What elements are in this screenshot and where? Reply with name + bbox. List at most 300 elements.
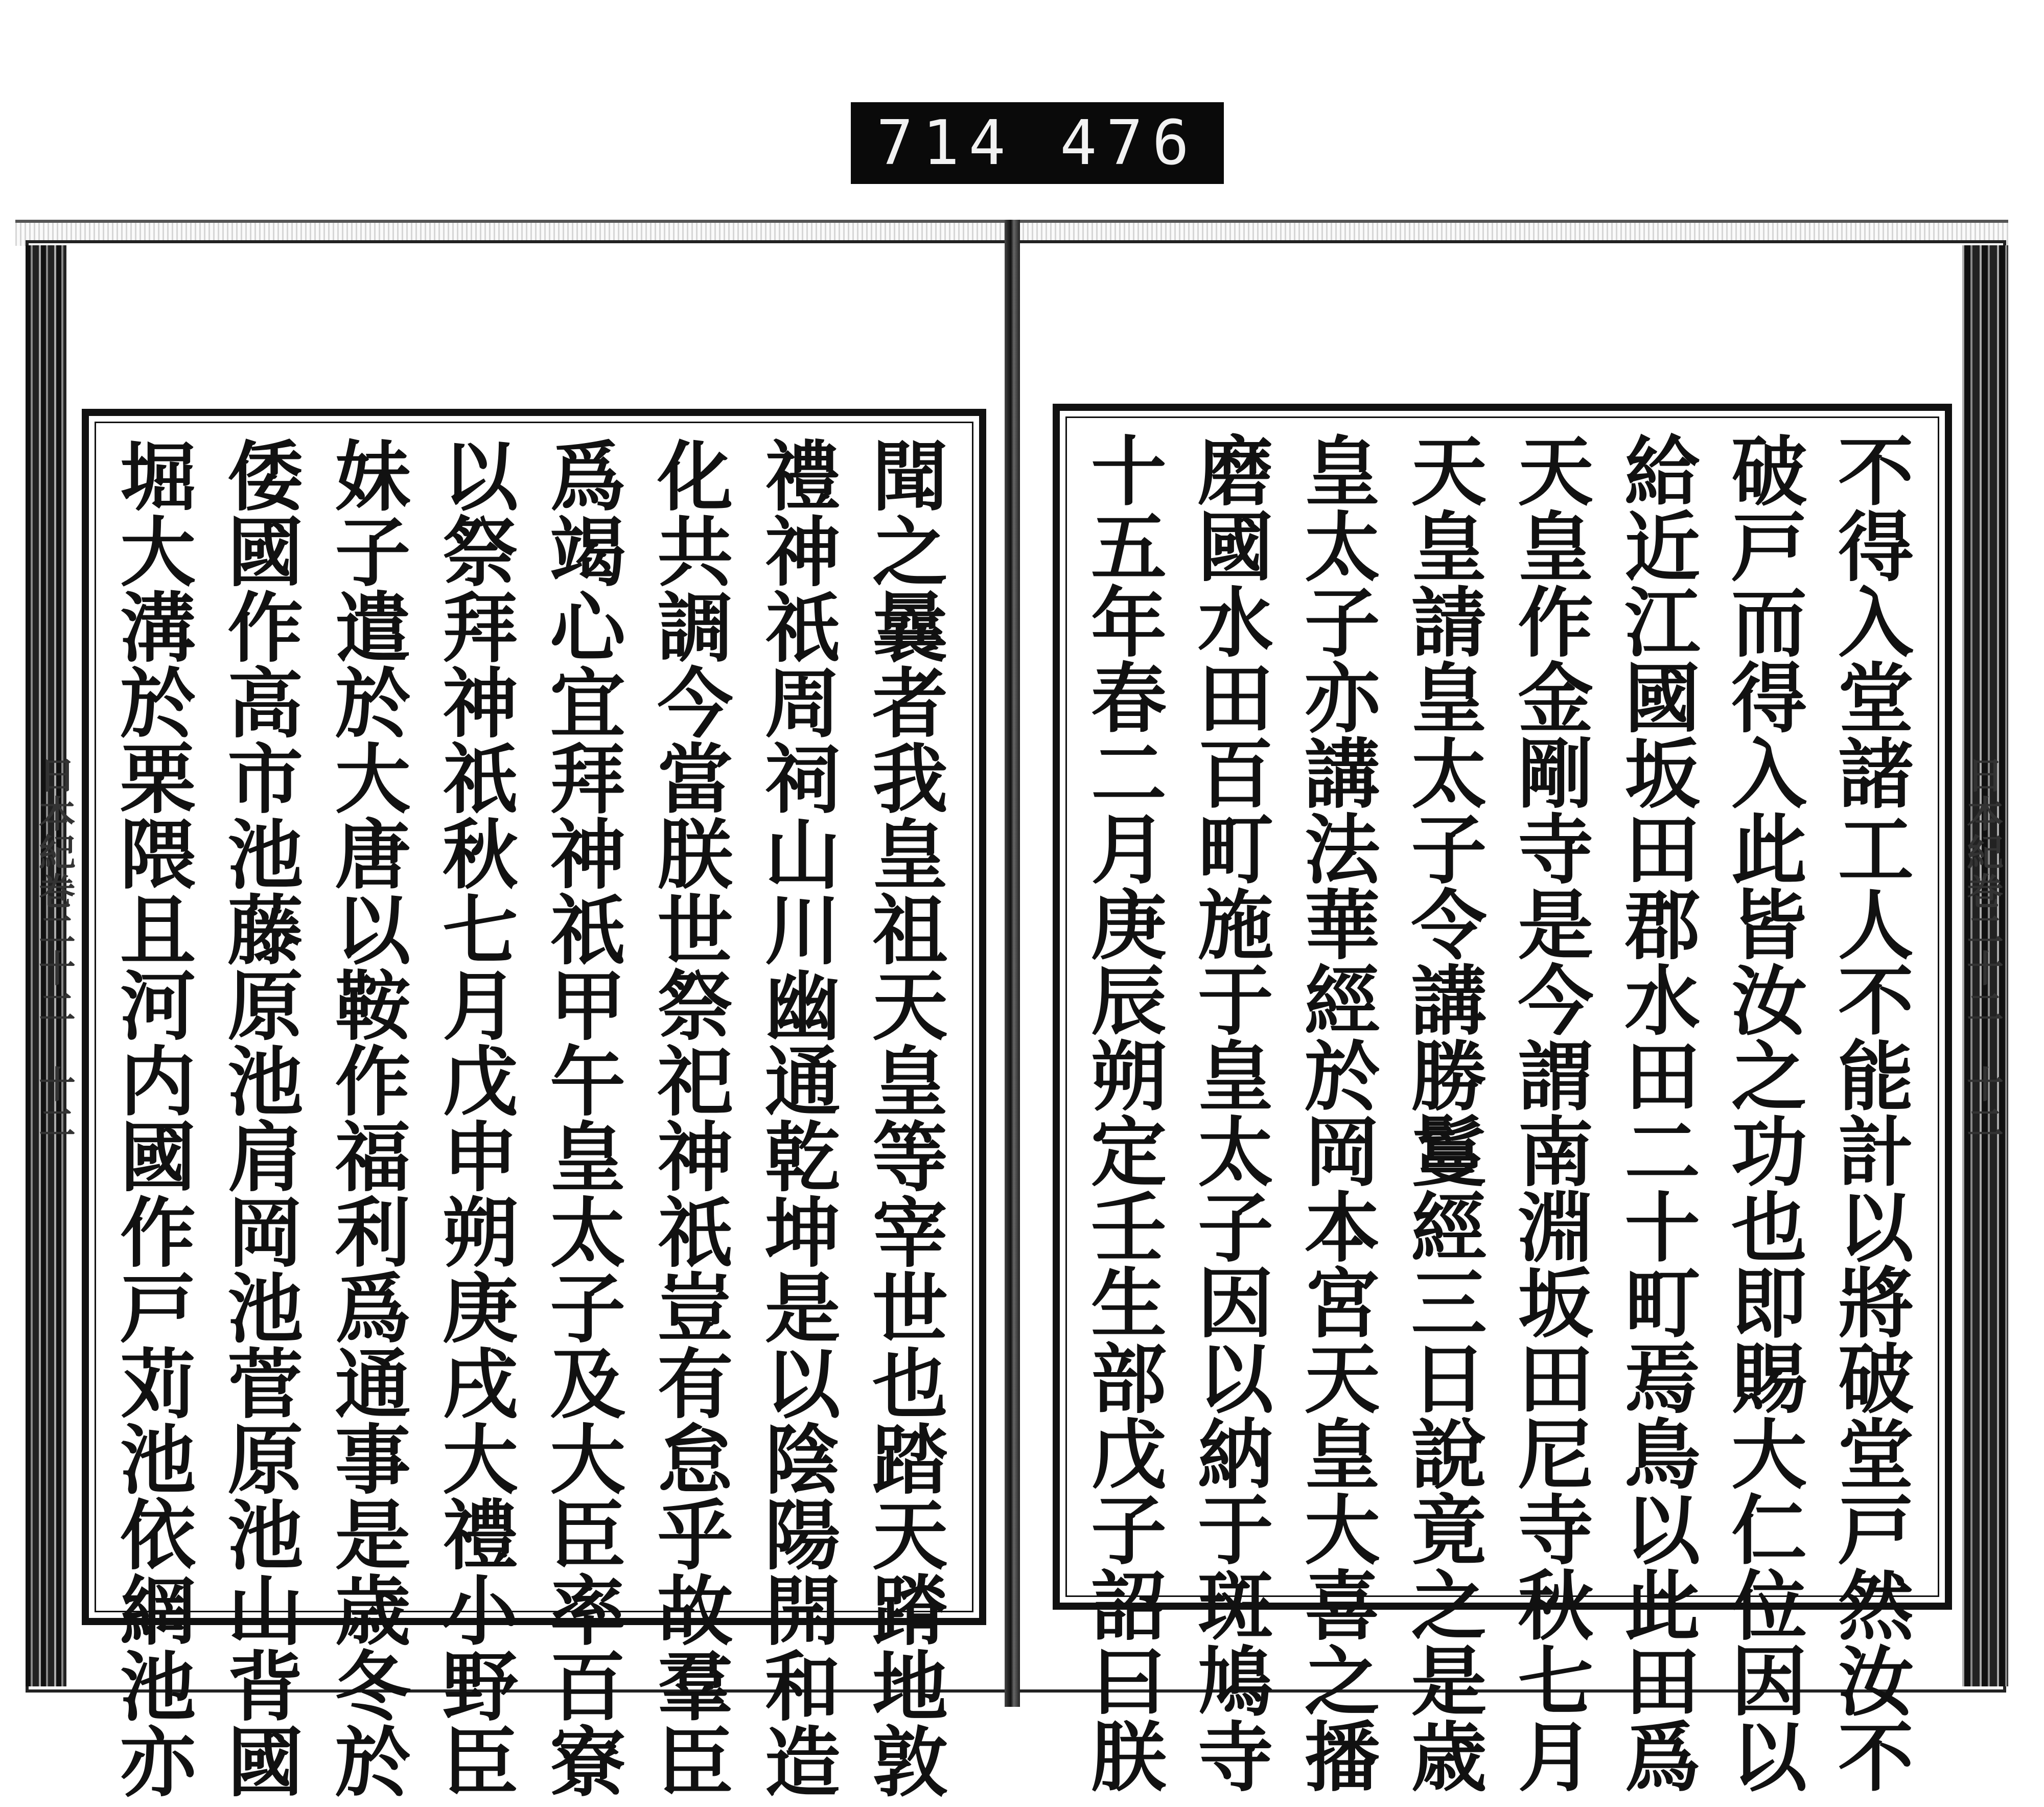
character: 鬘 bbox=[1411, 1108, 1487, 1197]
character: 陽 bbox=[764, 1491, 841, 1580]
character: 是 bbox=[335, 1491, 411, 1580]
character: 網 bbox=[120, 1567, 196, 1656]
character: 以 bbox=[1731, 1713, 1807, 1802]
character: 戊 bbox=[1091, 1410, 1167, 1499]
character: 戸 bbox=[1838, 1486, 1914, 1575]
character: 溝 bbox=[120, 584, 196, 673]
character: 申 bbox=[442, 1113, 518, 1202]
character: 岡 bbox=[227, 1189, 304, 1278]
character: 太 bbox=[1411, 730, 1487, 819]
character: 作 bbox=[120, 1189, 196, 1278]
character: 生 bbox=[1091, 1259, 1167, 1348]
character: 臣 bbox=[657, 1718, 733, 1807]
character: 神 bbox=[657, 1113, 733, 1202]
character: 磨 bbox=[1197, 427, 1273, 516]
character: 大 bbox=[335, 735, 411, 824]
character: 位 bbox=[1731, 1562, 1807, 1651]
character: 焉 bbox=[1624, 1335, 1701, 1424]
character: 苅 bbox=[120, 1340, 196, 1429]
character: 斑 bbox=[1197, 1562, 1273, 1651]
character: 鞍 bbox=[335, 962, 411, 1051]
character: 二 bbox=[1091, 730, 1167, 819]
book-spine bbox=[1005, 220, 1020, 1707]
character: 二 bbox=[38, 985, 76, 1029]
text-column bbox=[867, 432, 954, 1807]
character: 子 bbox=[550, 1264, 626, 1353]
character: 朔 bbox=[442, 1189, 518, 1278]
character: 大 bbox=[1304, 1486, 1380, 1575]
character: 竟 bbox=[1411, 1486, 1487, 1575]
character: 堂 bbox=[1838, 1410, 1914, 1499]
character: 以 bbox=[1624, 1486, 1701, 1575]
character: 辰 bbox=[1091, 957, 1167, 1046]
character: 子 bbox=[1304, 578, 1380, 667]
character: 天 bbox=[872, 962, 948, 1051]
character: 隈 bbox=[120, 810, 196, 899]
character: 神 bbox=[550, 810, 626, 899]
character: 七 bbox=[1518, 1637, 1594, 1726]
character: 町 bbox=[1624, 1259, 1701, 1348]
character: 拜 bbox=[550, 735, 626, 824]
character: 坤 bbox=[764, 1189, 841, 1278]
character: 亦 bbox=[1304, 654, 1380, 743]
character bbox=[39, 1027, 76, 1065]
character: 以 bbox=[1197, 1335, 1273, 1424]
character: 甲 bbox=[550, 962, 626, 1051]
character: 造 bbox=[764, 1718, 841, 1807]
character: 是 bbox=[764, 1264, 841, 1353]
text-column bbox=[759, 432, 846, 1807]
character: 法 bbox=[1304, 805, 1380, 894]
character: 給 bbox=[1624, 427, 1701, 516]
character: 日 bbox=[38, 754, 76, 797]
character: 蹐 bbox=[872, 1567, 948, 1656]
character: 禮 bbox=[764, 432, 841, 521]
character: 皇 bbox=[1197, 1032, 1273, 1121]
character: 作 bbox=[335, 1037, 411, 1126]
character: 池 bbox=[227, 1491, 304, 1580]
text-column bbox=[1192, 427, 1279, 1802]
character: 大 bbox=[550, 1416, 626, 1504]
character: 破 bbox=[1731, 427, 1807, 516]
text-column bbox=[222, 432, 309, 1807]
character: 者 bbox=[872, 659, 948, 748]
character: 淵 bbox=[1518, 1184, 1594, 1272]
text-column bbox=[544, 432, 631, 1807]
character: 唐 bbox=[335, 810, 411, 899]
character: 大 bbox=[1731, 1410, 1807, 1499]
character: 三 bbox=[1411, 1259, 1487, 1348]
character: 庚 bbox=[1091, 881, 1167, 970]
character: 國 bbox=[120, 1113, 196, 1202]
character: 祇 bbox=[657, 1189, 733, 1278]
character: 宰 bbox=[872, 1189, 948, 1278]
character: 祇 bbox=[550, 886, 626, 975]
character: 秋 bbox=[442, 810, 518, 899]
character: 開 bbox=[764, 1567, 841, 1656]
character: 功 bbox=[1731, 1108, 1807, 1197]
character: 定 bbox=[1091, 1108, 1167, 1197]
character: 田 bbox=[1518, 1335, 1594, 1424]
character: 祭 bbox=[442, 508, 518, 597]
character: 本 bbox=[1966, 792, 2004, 836]
character: 天 bbox=[1518, 427, 1594, 516]
left-text-columns bbox=[114, 432, 954, 1807]
character: 然 bbox=[1838, 1562, 1914, 1651]
character: 謂 bbox=[1518, 1032, 1594, 1121]
character: 皆 bbox=[1731, 881, 1807, 970]
character: 二 bbox=[1624, 1108, 1701, 1197]
character: 皇 bbox=[872, 810, 948, 899]
character: 子 bbox=[1091, 1486, 1167, 1575]
character: 寺 bbox=[1197, 1713, 1273, 1802]
character: 剛 bbox=[1518, 730, 1594, 819]
character: 皇 bbox=[1518, 503, 1594, 592]
character: 破 bbox=[1838, 1335, 1914, 1424]
character: 及 bbox=[550, 1340, 626, 1429]
right-text-frame bbox=[1053, 404, 1952, 1802]
character: 川 bbox=[764, 886, 841, 975]
character: 計 bbox=[1838, 1108, 1914, 1197]
character: 爲 bbox=[335, 1264, 411, 1353]
character: 戊 bbox=[442, 1037, 518, 1126]
character: 而 bbox=[1731, 578, 1807, 667]
character: 也 bbox=[1731, 1184, 1807, 1272]
character: 亦 bbox=[120, 1718, 196, 1807]
character: 不 bbox=[1838, 957, 1914, 1046]
character: 月 bbox=[1091, 805, 1167, 894]
character: 國 bbox=[1624, 654, 1701, 743]
character: 十 bbox=[1624, 1184, 1701, 1272]
character: 於 bbox=[335, 659, 411, 748]
character: 栗 bbox=[120, 735, 196, 824]
character: 戸 bbox=[1731, 503, 1807, 592]
character: 作 bbox=[227, 584, 304, 673]
character: 喜 bbox=[1304, 1562, 1380, 1651]
character: 子 bbox=[335, 508, 411, 597]
character: 共 bbox=[657, 508, 733, 597]
character: 水 bbox=[1624, 957, 1701, 1046]
character: 祀 bbox=[657, 1037, 733, 1126]
character: 江 bbox=[1624, 578, 1701, 667]
character: 皇 bbox=[550, 1113, 626, 1202]
character: 化 bbox=[657, 432, 733, 521]
character: 敦 bbox=[872, 1718, 948, 1807]
character: 幽 bbox=[764, 962, 841, 1051]
character: 遣 bbox=[335, 584, 411, 673]
character: 二 bbox=[38, 908, 76, 952]
character: 日 bbox=[1411, 1335, 1487, 1424]
character: 月 bbox=[442, 962, 518, 1051]
character: 怠 bbox=[657, 1416, 733, 1504]
character: 庚 bbox=[442, 1264, 518, 1353]
character: 十 bbox=[38, 1062, 76, 1106]
character: 此 bbox=[1624, 1562, 1701, 1651]
character: 和 bbox=[764, 1642, 841, 1731]
character: 臣 bbox=[550, 1491, 626, 1580]
character: 百 bbox=[1197, 730, 1273, 819]
character: 皇 bbox=[872, 1037, 948, 1126]
character: 二 bbox=[1966, 985, 2004, 1029]
call-number-label bbox=[851, 102, 1224, 184]
character: 河 bbox=[120, 962, 196, 1051]
character: 壬 bbox=[1091, 1184, 1167, 1272]
character: 神 bbox=[764, 508, 841, 597]
character: 田 bbox=[1624, 805, 1701, 894]
character: 池 bbox=[227, 1037, 304, 1126]
character: 禮 bbox=[442, 1491, 518, 1580]
character: 經 bbox=[1411, 1184, 1487, 1272]
character: 祭 bbox=[657, 962, 733, 1051]
character: 五 bbox=[1091, 503, 1167, 592]
character: 不 bbox=[1838, 1713, 1914, 1802]
character: 乎 bbox=[657, 1491, 733, 1580]
character: 小 bbox=[442, 1567, 518, 1656]
character: 以 bbox=[442, 432, 518, 521]
character: 藤 bbox=[227, 886, 304, 975]
character: 不 bbox=[1838, 427, 1914, 516]
character: 池 bbox=[120, 1416, 196, 1504]
character: 等 bbox=[872, 1113, 948, 1202]
character: 故 bbox=[657, 1567, 733, 1656]
text-column bbox=[1085, 427, 1172, 1802]
character: 汝 bbox=[1838, 1637, 1914, 1726]
character: 南 bbox=[1518, 1108, 1594, 1197]
character: 大 bbox=[120, 508, 196, 597]
character: 山 bbox=[227, 1567, 304, 1656]
character: 十 bbox=[1966, 946, 2004, 990]
text-column bbox=[1832, 427, 1919, 1802]
character: 周 bbox=[764, 659, 841, 748]
character: 太 bbox=[1197, 1108, 1273, 1197]
character: 曰 bbox=[1091, 1637, 1167, 1726]
character: 勝 bbox=[1411, 1032, 1487, 1121]
character: 子 bbox=[1411, 805, 1487, 894]
character: 近 bbox=[1624, 503, 1701, 592]
character: 百 bbox=[550, 1642, 626, 1731]
character: 皇 bbox=[1411, 503, 1487, 592]
character: 郡 bbox=[1624, 881, 1701, 970]
character: 田 bbox=[1624, 1637, 1701, 1726]
character: 於 bbox=[120, 659, 196, 748]
character: 乾 bbox=[764, 1113, 841, 1202]
character: 天 bbox=[1411, 427, 1487, 516]
character: 鳥 bbox=[1624, 1410, 1701, 1499]
character: 之 bbox=[1411, 1562, 1487, 1651]
character: 于 bbox=[1197, 957, 1273, 1046]
character: 世 bbox=[872, 1264, 948, 1353]
character: 歳 bbox=[335, 1567, 411, 1656]
character: 背 bbox=[227, 1642, 304, 1731]
character: 曩 bbox=[872, 584, 948, 673]
character: 二 bbox=[38, 1101, 76, 1145]
character: 講 bbox=[1304, 730, 1380, 819]
character: 鳩 bbox=[1197, 1637, 1273, 1726]
character: 賜 bbox=[1731, 1335, 1807, 1424]
character: 冬 bbox=[335, 1642, 411, 1731]
character: 大 bbox=[442, 1416, 518, 1504]
character: 豈 bbox=[657, 1264, 733, 1353]
character: 祇 bbox=[764, 584, 841, 673]
character: 祠 bbox=[764, 735, 841, 824]
character: 事 bbox=[335, 1416, 411, 1504]
character: 歳 bbox=[1411, 1713, 1487, 1802]
character: 祖 bbox=[872, 886, 948, 975]
character: 太 bbox=[1304, 503, 1380, 592]
character: 于 bbox=[1197, 1486, 1273, 1575]
character: 國 bbox=[1197, 503, 1273, 592]
character: 施 bbox=[1197, 881, 1273, 970]
text-column bbox=[1406, 427, 1493, 1802]
character: 春 bbox=[1091, 654, 1167, 743]
character: 今 bbox=[657, 659, 733, 748]
character: 本 bbox=[1304, 1184, 1380, 1272]
text-column bbox=[1299, 427, 1386, 1802]
text-column bbox=[1726, 427, 1813, 1802]
call-number-right: 476 bbox=[1060, 107, 1198, 179]
character: 汝 bbox=[1731, 957, 1807, 1046]
character: 因 bbox=[1197, 1259, 1273, 1348]
character: 因 bbox=[1731, 1637, 1807, 1726]
character: 能 bbox=[1838, 1032, 1914, 1121]
character: 朕 bbox=[1091, 1713, 1167, 1802]
character: 十 bbox=[38, 946, 76, 990]
character: 原 bbox=[227, 962, 304, 1051]
character: 心 bbox=[550, 584, 626, 673]
character: 以 bbox=[1838, 1184, 1914, 1272]
character: 我 bbox=[872, 735, 948, 824]
character: 田 bbox=[1197, 654, 1273, 743]
character: 二 bbox=[1966, 1101, 2004, 1145]
character: 華 bbox=[1304, 881, 1380, 970]
character: 將 bbox=[1838, 1259, 1914, 1348]
character: 作 bbox=[1518, 578, 1594, 667]
character: 野 bbox=[442, 1642, 518, 1731]
character: 以 bbox=[335, 886, 411, 975]
character: 高 bbox=[227, 659, 304, 748]
character: 十 bbox=[1091, 427, 1167, 516]
character: 七 bbox=[442, 886, 518, 975]
character: 是 bbox=[1518, 881, 1594, 970]
character: 即 bbox=[1731, 1259, 1807, 1348]
character: 神 bbox=[442, 659, 518, 748]
character: 祇 bbox=[442, 735, 518, 824]
character: 也 bbox=[872, 1340, 948, 1429]
text-column bbox=[437, 432, 524, 1807]
character: 皇 bbox=[1304, 1410, 1380, 1499]
character: 町 bbox=[1197, 805, 1273, 894]
text-column bbox=[1619, 427, 1706, 1802]
character: 有 bbox=[657, 1340, 733, 1429]
character: 堂 bbox=[1838, 654, 1914, 743]
character: 竭 bbox=[550, 508, 626, 597]
character: 福 bbox=[335, 1113, 411, 1202]
character: 諸 bbox=[1838, 730, 1914, 819]
character: 宮 bbox=[1304, 1259, 1380, 1348]
character: 得 bbox=[1838, 503, 1914, 592]
character: 仁 bbox=[1731, 1486, 1807, 1575]
text-column bbox=[330, 432, 416, 1807]
character: 於 bbox=[1304, 1032, 1380, 1121]
character: 是 bbox=[1411, 1637, 1487, 1726]
character: 此 bbox=[1731, 805, 1807, 894]
character: 池 bbox=[120, 1642, 196, 1731]
character: 之 bbox=[1304, 1637, 1380, 1726]
character: 踏 bbox=[872, 1416, 948, 1504]
character: 部 bbox=[1091, 1335, 1167, 1424]
character: 之 bbox=[872, 508, 948, 597]
character: 聞 bbox=[872, 432, 948, 521]
character: 以 bbox=[764, 1340, 841, 1429]
character: 戸 bbox=[120, 1264, 196, 1353]
character: 今 bbox=[1518, 957, 1594, 1046]
character: 寺 bbox=[1518, 1486, 1594, 1575]
character: 金 bbox=[1518, 654, 1594, 743]
character: 國 bbox=[227, 1718, 304, 1807]
character: 坂 bbox=[1518, 1259, 1594, 1348]
character: 寮 bbox=[550, 1718, 626, 1807]
character: 十 bbox=[1966, 1062, 2004, 1106]
character: 爲 bbox=[550, 432, 626, 521]
left-margin-title bbox=[37, 756, 78, 1143]
character: 紀 bbox=[1966, 831, 2004, 875]
character bbox=[1967, 1027, 2004, 1065]
character: 皇 bbox=[1411, 654, 1487, 743]
character: 朕 bbox=[657, 810, 733, 899]
character: 陰 bbox=[764, 1416, 841, 1504]
character: 率 bbox=[550, 1567, 626, 1656]
character: 尼 bbox=[1518, 1410, 1594, 1499]
character: 池 bbox=[227, 1264, 304, 1353]
character: 子 bbox=[1197, 1184, 1273, 1272]
character: 妹 bbox=[335, 432, 411, 521]
character: 太 bbox=[550, 1189, 626, 1278]
character: 且 bbox=[120, 886, 196, 975]
character: 原 bbox=[227, 1416, 304, 1504]
character: 二 bbox=[1966, 908, 2004, 952]
character: 入 bbox=[1731, 730, 1807, 819]
character: 天 bbox=[872, 1491, 948, 1580]
character: 入 bbox=[1838, 578, 1914, 667]
character: 市 bbox=[227, 735, 304, 824]
character: 宜 bbox=[550, 659, 626, 748]
character: 經 bbox=[1304, 957, 1380, 1046]
character: 國 bbox=[227, 508, 304, 597]
character: 請 bbox=[1411, 578, 1487, 667]
character: 依 bbox=[120, 1491, 196, 1580]
character: 之 bbox=[1731, 1032, 1807, 1121]
character: 地 bbox=[872, 1642, 948, 1731]
right-text-columns bbox=[1085, 427, 1919, 1802]
text-column bbox=[1512, 427, 1599, 1802]
character: 巻 bbox=[1966, 869, 2004, 913]
character: 於 bbox=[335, 1718, 411, 1807]
character: 得 bbox=[1731, 654, 1807, 743]
character: 播 bbox=[1304, 1713, 1380, 1802]
character: 田 bbox=[1624, 1032, 1701, 1121]
character: 月 bbox=[1518, 1713, 1594, 1802]
character: 羣 bbox=[657, 1642, 733, 1731]
text-column bbox=[114, 432, 201, 1807]
character: 令 bbox=[1411, 881, 1487, 970]
character: 堀 bbox=[120, 432, 196, 521]
character: 詔 bbox=[1091, 1562, 1167, 1651]
character: 朔 bbox=[1091, 1032, 1167, 1121]
character: 通 bbox=[764, 1037, 841, 1126]
character: 通 bbox=[335, 1340, 411, 1429]
character: 爲 bbox=[1624, 1713, 1701, 1802]
character: 年 bbox=[1091, 578, 1167, 667]
